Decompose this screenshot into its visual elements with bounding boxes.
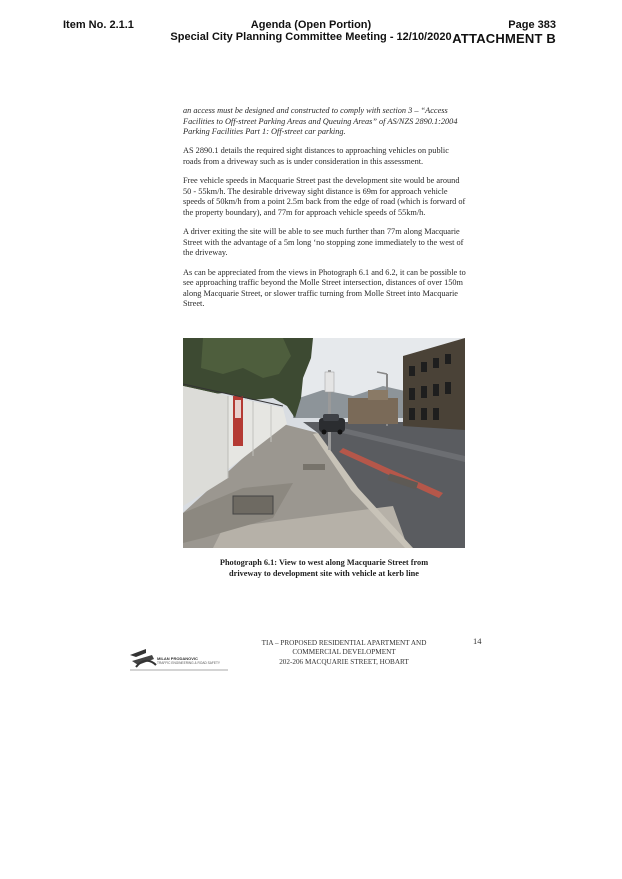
paragraph-standard-reference: an access must be designed and constructed to comply with section 3 – “Access Facilities to Off-street Parking Areas and Queuing Areas” of AS/NZS 2890.1:2004 Parking Facilities Part 1: Off-street car parking.	[183, 106, 458, 137]
logo-tagline: TRAFFIC ENGINEERING & ROAD SAFETY	[157, 661, 221, 665]
photo-caption	[183, 557, 465, 579]
photo-caption-line1: Photograph 6.1: View to west along Macquarie Street from	[219, 558, 429, 567]
paragraph-photograph-views: As can be appreciated from the views in Photograph 6.1 and 6.2, it can be possible to see approaching traffic beyond the Molle Street intersection, distances of over 150m along Macquarie Street, or slower traffic turning from Molle Street into Macquarie Street.	[183, 267, 466, 309]
photo-caption-line2: driveway to development site with vehicle at kerb line	[229, 569, 419, 578]
paragraph-sight-distance: AS 2890.1 details the required sight distances to approaching vehicles on public roads from a driveway such as is under consideration in this assessment.	[183, 146, 449, 166]
page-number: Page 383	[508, 19, 556, 31]
agenda-title-line1: Agenda (Open Portion)	[250, 19, 372, 31]
document-body	[183, 106, 466, 318]
street-photograph	[183, 338, 465, 548]
footer-title-line3: 202-206 MACQUARIE STREET, HOBART	[279, 657, 409, 666]
footer-page-number: 14	[473, 636, 482, 646]
paragraph-vehicle-speeds: Free vehicle speeds in Macquarie Street past the development site would be around 50 - 55km/h. The desirable driveway sight distance is 69m for approach vehicle speeds of 50km/h from a point 2.5m back from the edge of road (which is forward of the property boundary), and 77m for approach vehicle speeds of 55km/h.	[183, 176, 466, 217]
attachment-label: ATTACHMENT B	[452, 31, 556, 46]
agenda-title-line2: Special City Planning Committee Meeting - 12/10/2020	[170, 31, 452, 43]
footer-title-line2: COMMERCIAL DEVELOPMENT	[292, 648, 396, 657]
item-number: Item No. 2.1.1	[63, 19, 134, 31]
logo-company-name: MILAN PRODANOVIC	[157, 656, 198, 661]
footer-report-title	[249, 639, 439, 667]
paragraph-driver-exiting: A driver exiting the site will be able to see much further than 77m along Macquarie Street with the advantage of a 5m long ‘no stopping zone immediately to the west of the driveway.	[183, 227, 464, 258]
footer-title-line1: TIA – PROPOSED RESIDENTIAL APARTMENT AND	[261, 639, 427, 647]
